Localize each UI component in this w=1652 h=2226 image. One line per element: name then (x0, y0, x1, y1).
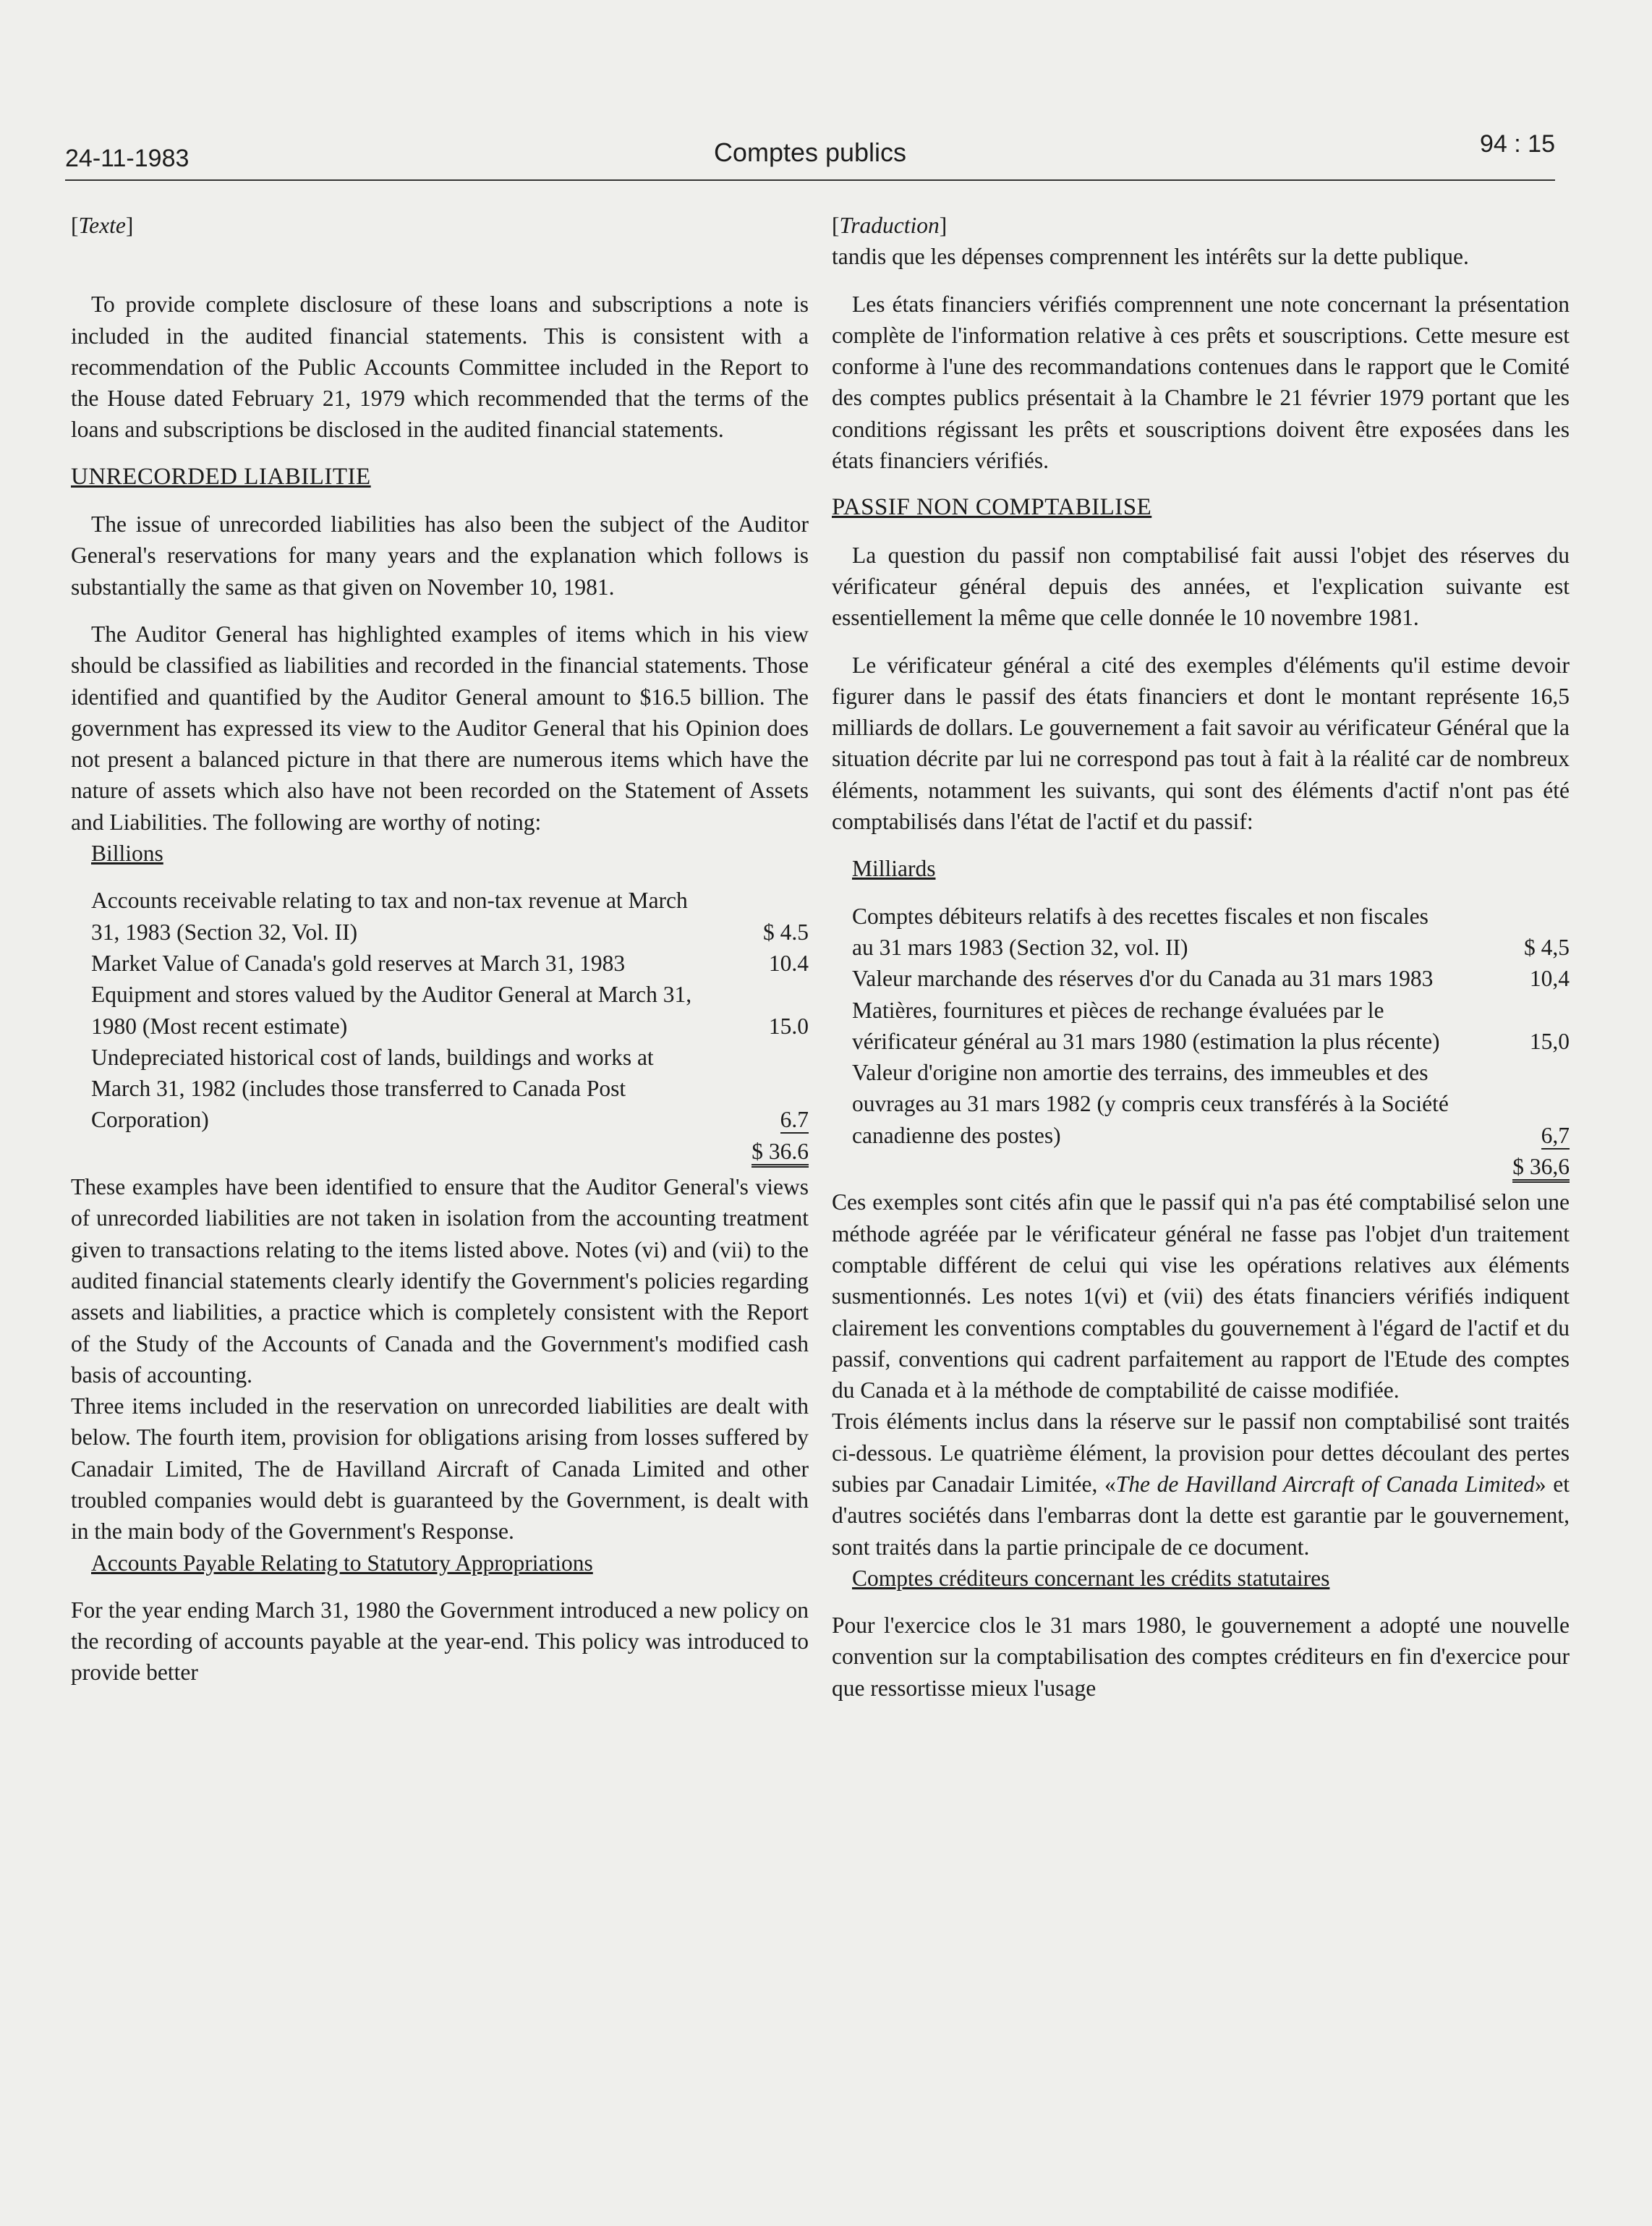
paragraph-disclosure: To provide complete disclosure of these loans and subscriptions a note is included in the audited financial statements. This is consistent with a recommendation of the Public Accounts Committee included in the Report to the House dated February 21, 1979 which recommended that the terms of the loans and subscriptions be disclosed in the audited financial statements. (71, 292, 809, 443)
table-total-row (71, 1136, 809, 1167)
page-number: 94 : 15 (1480, 130, 1555, 158)
item-amount: $ 4,5 (1524, 934, 1570, 960)
item-label: Valeur marchande des réserves d'or du Canada au 31 mars 1983 (852, 966, 1434, 992)
table-row (71, 885, 809, 948)
english-column (71, 210, 809, 2091)
paragraph-highlighted-examples: The Auditor General has highlighted examples of items which in his view should be classified as liabilities and recorded in the financial statements. Those identified and quantified by the Auditor General amount to $16.5 billion. The government has expressed its view to the Auditor General that his Opinion does not present a balanced picture in that there are numerous items which have the nature of assets which also have not been recorded on the Statement of Assets and Liabilities. The following are worthy of noting: (71, 621, 809, 835)
section-heading-unrecorded-liabilitie: UNRECORDED LIABILITIE (71, 463, 371, 490)
item-label: Accounts receivable relating to tax and non-tax revenue at March 31, 1983 (Section 32, Vol. II) (91, 888, 688, 945)
item-label: Equipment and stores valued by the Auditor General at March 31, 1980 (Most recent estimate) (91, 982, 692, 1039)
page-header (65, 129, 1555, 181)
paragraph-exemples-cites: Ces exemples sont cités afin que le passif qui n'a pas été comptabilisé selon une méthode agréée par le vérificateur général ne fasse pas l'objet d'un traitement comptable différent de celui qui vise les opérations relatives aux éléments susmentionnés. Les notes 1(vi) et (vii) des états financiers vérifiés indiquent clairement les conventions comptables du gouvernement à l'égard de l'actif et du passif, conventions qui cadrent parfaitement au rapport de l'Etude des comptes du Canada et à la méthode de comptabilité de caisse modifiée. (832, 1189, 1570, 1403)
paragraph-exercice-clos: Pour l'exercice clos le 31 mars 1980, le gouvernement a adopté une nouvelle convention sur la comptabilisation des comptes créditeurs en fin d'exercice pour que ressortisse mieux l'usage (832, 1613, 1570, 1701)
paragraph-reservations: The issue of unrecorded liabilities has also been the subject of the Auditor General's reservations for many years and the explanation which follows is substantially the same as that given on November 10, 1981. (71, 511, 809, 600)
item-amount: 6,7 (1541, 1122, 1570, 1148)
translation-tag: [Traduction] (832, 213, 948, 238)
paragraph-verificateur-exemples: Le vérificateur général a cité des exemples d'éléments qu'il estime devoir figurer dans le passif des états financiers et dont le montant représente 16,5 milliards de dollars. Le gouvernement a fait savoir au vérificateur Général que la situation décrite par lui ne correspond pas tout à fait à la réalité car de nombreux éléments, notamment les suivants, qui sont des éléments d'actif n'ont pas été comptabilisés dans l'état de l'actif et du passif: (832, 652, 1570, 835)
units-label: Billions (91, 841, 163, 867)
total-amount: $ 36.6 (707, 1136, 809, 1167)
item-amount: 15,0 (1529, 1028, 1570, 1054)
table-row (832, 1057, 1570, 1151)
text-tag: [Texte] (71, 213, 134, 238)
total-amount: $ 36,6 (1468, 1151, 1570, 1182)
subheading-comptes-crediteurs: Comptes créditeurs concernant les crédits statutaires (852, 1565, 1330, 1591)
item-amount: $ 4.5 (763, 919, 809, 945)
item-label: Comptes débiteurs relatifs à des recettes fiscales et non fiscales au 31 mars 1983 (Section 32, vol. II) (852, 903, 1429, 960)
header-date: 24-11-1983 (65, 145, 190, 172)
table-row (832, 901, 1570, 964)
table-total-row (832, 1151, 1570, 1182)
header-title: Comptes publics (713, 137, 907, 167)
item-amount: 10.4 (768, 950, 809, 976)
paragraph-examples-identified: These examples have been identified to ensure that the Auditor General's views of unrecorded liabilities are not taken in isolation from the accounting treatment given to transactions relating to the items listed above. Notes (vi) and (vii) to the audited financial statements clearly identify the Government's policies regarding assets and liabilities, a practice which is completely consistent with the Report of the Study of the Accounts of Canada and the Government's modified cash basis of accounting. (71, 1174, 809, 1388)
table-row (71, 948, 809, 979)
item-label: Undepreciated historical cost of lands, buildings and works at March 31, 1982 (includes those transferred to Canada Post Corporation) (91, 1044, 654, 1133)
section-heading-passif-non-comptabilise: PASSIF NON COMPTABILISE (832, 494, 1152, 521)
table-row (832, 995, 1570, 1058)
paragraph-year-ending: For the year ending March 31, 1980 the Government introduced a new policy on the recording of accounts payable at the year-end. This policy was introduced to provide better (71, 1597, 809, 1686)
table-row (71, 1042, 809, 1136)
subheading-accounts-payable: Accounts Payable Relating to Statutory Appropriations (91, 1550, 593, 1576)
paragraph-etats-financiers: Les états financiers vérifiés comprennent une note concernant la présentation complète de l'information relative à ces prêts et souscriptions. Cette mesure est conforme à l'une des recommandations contenues dans le rapport que le Comité des comptes publics présentait à la Chambre le 21 février 1979 portant que les conditions régissant les prêts et souscriptions doivent être exposées dans les états financiers vérifiés. (832, 291, 1570, 474)
paragraph-question-passif: La question du passif non comptabilisé fait aussi l'objet des réserves du vérificateur général depuis des années, et l'explication suivante est essentiellement la même que celle donnée le 10 novembre 1981. (832, 542, 1570, 631)
item-amount: 6.7 (780, 1107, 809, 1133)
table-row (832, 963, 1570, 994)
paragraph-trois-elements: Trois éléments inclus dans la réserve sur le passif non comptabilisé sont traités ci-dessous. Le quatrième élément, la provision pour dettes découlant des pertes subies par Canadair Limitée, «The de Havilland Aircraft of Canada Limited» et d'autres sociétés dans l'embarras dont la dette est garantie par le gouvernement, sont traités dans la partie principale de ce document. (832, 1409, 1570, 1560)
item-label: Valeur d'origine non amortie des terrains, des immeubles et des ouvrages au 31 mars 1982 (y compris ceux transférés à la Société canadienne des postes) (852, 1060, 1449, 1148)
assets-table (71, 885, 809, 1167)
item-amount: 15.0 (768, 1013, 809, 1039)
table-row (71, 979, 809, 1042)
units-label: Milliards (852, 856, 936, 882)
item-amount: 10,4 (1529, 966, 1570, 992)
french-column (832, 210, 1570, 2091)
actifs-table (832, 901, 1570, 1183)
paragraph-three-items: Three items included in the reservation on unrecorded liabilities are dealt with below. The fourth item, provision for obligations arising from losses suffered by Canadair Limited, The de Havilland Aircraft of Canada Limited and other troubled companies would debt is guaranteed by the Government, is dealt with in the main body of the Government's Response. (71, 1393, 809, 1545)
item-label: Matières, fournitures et pièces de rechange évaluées par le vérificateur général au 31 mars 1980 (estimation la plus récente) (852, 997, 1440, 1054)
item-label: Market Value of Canada's gold reserves at March 31, 1983 (91, 950, 626, 976)
paragraph-continuation: tandis que les dépenses comprennent les intérêts sur la dette publique. (832, 244, 1469, 270)
